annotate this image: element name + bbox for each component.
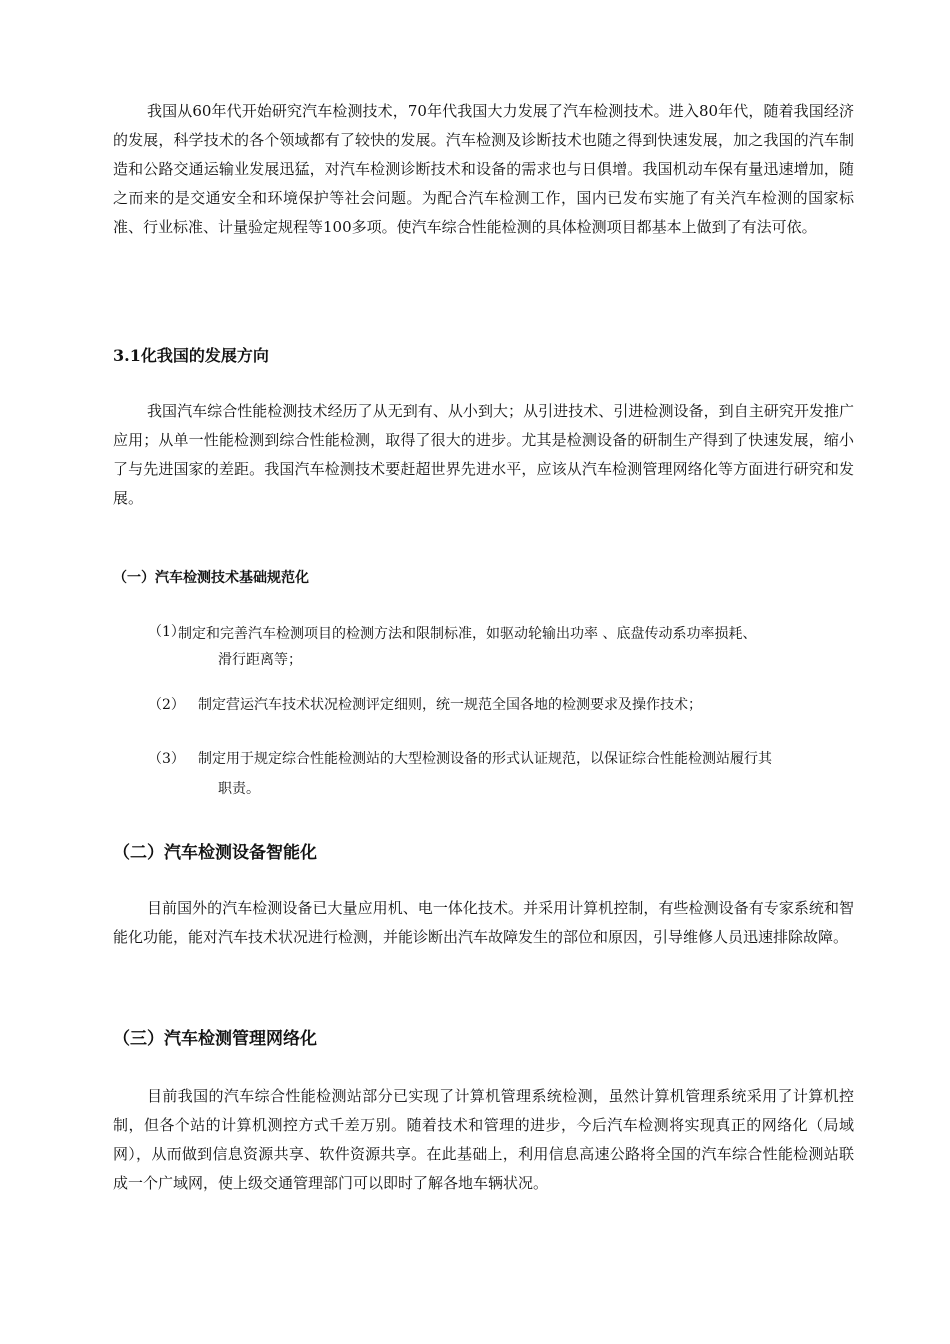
list-item: [148, 744, 854, 804]
list-item-number: （1）: [148, 624, 185, 640]
list-item-text: 制定营运汽车技术状况检测评定细则，统一规范全国各地的检测要求及操作技术；: [198, 697, 702, 713]
list-item-number: （2）: [148, 697, 185, 713]
subsection-2-paragraph: 目前国外的汽车检测设备已大量应用机、电一体化技术。并采用计算机控制，有些检测设备有专家系统和智能化功能，能对汽车技术状况进行检测，并能诊断出汽车故障发生的部位和原因，引导维修人员迅速排除故障。: [113, 899, 854, 946]
list-item-text: 制定和完善汽车检测项目的检测方法和限制标准，如驱动轮输出功率 、底盘传动系功率损耗、: [178, 626, 757, 642]
list-item-text-continued: 职责。: [218, 781, 260, 797]
subsection-3-heading: （三）汽车检测管理网络化: [113, 1029, 317, 1049]
subsection-3-paragraph: 目前我国的汽车综合性能检测站部分已实现了计算机管理系统检测，虽然计算机管理系统采用了计算机控制，但各个站的计算机测控方式千差万别。随着技术和管理的进步，今后汽车检测将实现真正的网络化（局域网），从而做到信息资源共享、软件资源共享。在此基础上，利用信息高速公路将全国的汽车综合性能检测站联成一个广域网，使上级交通管理部门可以即时了解各地车辆状况。: [113, 1087, 854, 1192]
section-3-1-paragraph: 我国汽车综合性能检测技术经历了从无到有、从小到大；从引进技术、引进检测设备，到自主研究开发推广应用；从单一性能检测到综合性能检测，取得了很大的进步。尤其是检测设备的研制生产得到了快速发展，缩小了与先进国家的差距。我国汽车检测技术要赶超世界先进水平，应该从汽车检测管理网络化等方面进行研究和发展。: [113, 402, 854, 507]
list-item: [148, 621, 854, 673]
list-item: [148, 694, 854, 716]
subsection-2-heading: （二）汽车检测设备智能化: [113, 843, 317, 863]
list-item-text-continued: 滑行距离等；: [218, 652, 302, 668]
list-item-number: （3）: [148, 751, 185, 767]
intro-paragraph: 我国从60年代开始研究汽车检测技术，70年代我国大力发展了汽车检测技术。进入80年代，随着我国经济的发展，科学技术的各个领域都有了较快的发展。汽车检测及诊断技术也随之得到快速发展，加之我国的汽车制造和公路交通运输业发展迅猛，对汽车检测诊断技术和设备的需求也与日俱增。我国机动车保有量迅速增加，随之而来的是交通安全和环境保护等社会问题。为配合汽车检测工作，国内已发布实施了有关汽车检测的国家标准、行业标准、计量验定规程等100多项。使汽车综合性能检测的具体检测项目都基本上做到了有法可依。: [113, 102, 854, 236]
subsection-1-heading: （一）汽车检测技术基础规范化: [113, 570, 309, 586]
section-3-1-heading: 3.1化我国的发展方向: [113, 346, 269, 365]
list-item-text: 制定用于规定综合性能检测站的大型检测设备的形式认证规范，以保证综合性能检测站履行其: [198, 751, 772, 767]
